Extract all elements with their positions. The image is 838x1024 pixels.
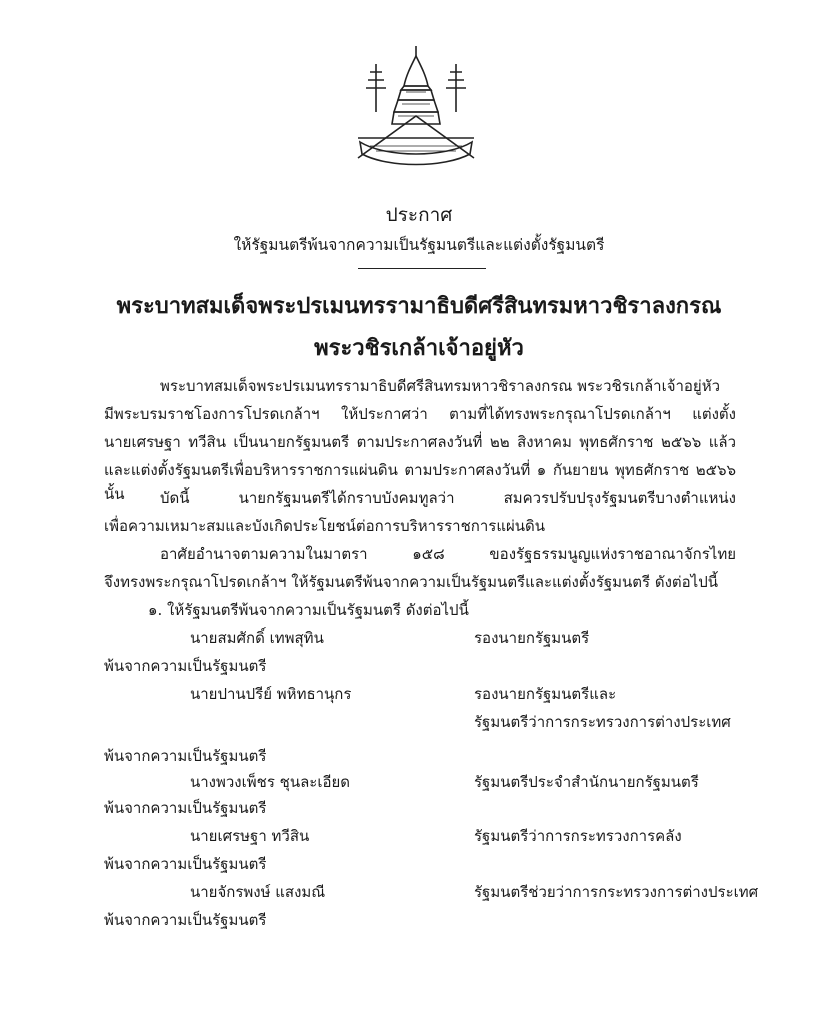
paragraph-line: มีพระบรมราชโองการโปรดเกล้าฯ ให้ประกาศว่า ตามที่ได้ทรงพระกรุณาโปรดเกล้าฯ แต่งตั้ง xyxy=(104,405,736,423)
paragraph-line: บัดนี้ นายกรัฐมนตรีได้กราบบังคมทูลว่า สมควรปรับปรุงรัฐมนตรีบางตำแหน่ง xyxy=(160,489,736,507)
minister-position: รัฐมนตรีประจำสำนักนายกรัฐมนตรี xyxy=(474,773,699,791)
minister-position: รัฐมนตรีช่วยว่าการกระทรวงการต่างประเทศ xyxy=(474,883,759,901)
removed-label: พ้นจากความเป็นรัฐมนตรี xyxy=(104,911,267,929)
removed-label: พ้นจากความเป็นรัฐมนตรี xyxy=(104,799,267,817)
removed-label: พ้นจากความเป็นรัฐมนตรี xyxy=(104,747,267,765)
king-title-line-1: พระบาทสมเด็จพระปรเมนทรรามาธิบดีศรีสินทรมหาวชิราลงกรณ xyxy=(116,293,722,319)
minister-position: รองนายกรัฐมนตรีและ xyxy=(474,685,617,703)
royal-seal-emblem-icon xyxy=(346,42,486,172)
king-title-line-2: พระวชิรเกล้าเจ้าอยู่หัว xyxy=(314,335,524,361)
paragraph-line: พระบาทสมเด็จพระปรเมนทรรามาธิบดีศรีสินทรมหาวชิราลงกรณ พระวชิรเกล้าเจ้าอยู่หัว xyxy=(160,377,721,395)
removed-label: พ้นจากความเป็นรัฐมนตรี xyxy=(104,855,267,873)
minister-name: นายปานปรีย์ พหิทธานุกร xyxy=(190,685,352,703)
minister-position: รองนายกรัฐมนตรี xyxy=(474,629,590,647)
minister-position-line-2: รัฐมนตรีว่าการกระทรวงการต่างประเทศ xyxy=(474,713,731,731)
paragraph-line: จึงทรงพระกรุณาโปรดเกล้าฯ ให้รัฐมนตรีพ้นจากความเป็นรัฐมนตรีและแต่งตั้งรัฐมนตรี ดังต่อไปนี้ xyxy=(104,573,719,591)
removed-label: พ้นจากความเป็นรัฐมนตรี xyxy=(104,657,267,675)
minister-name: นางพวงเพ็ชร ชุนละเอียด xyxy=(190,773,351,791)
paragraph-line: และแต่งตั้งรัฐมนตรีเพื่อบริหารราชการแผ่นดิน ตามประกาศลงวันที่ ๑ กันยายน พุทธศักราช ๒๕๖๖ นั้น xyxy=(104,461,736,503)
paragraph-line: เพื่อความเหมาะสมและบังเกิดประโยชน์ต่อการบริหารราชการแผ่นดิน xyxy=(104,517,546,535)
item-heading: ๑. ให้รัฐมนตรีพ้นจากความเป็นรัฐมนตรี ดังต่อไปนี้ xyxy=(148,601,469,619)
announcement-subject: ให้รัฐมนตรีพ้นจากความเป็นรัฐมนตรีและแต่งตั้งรัฐมนตรี xyxy=(233,236,605,254)
paragraph-line: นายเศรษฐา ทวีสิน เป็นนายกรัฐมนตรี ตามประกาศลงวันที่ ๒๒ สิงหาคม พุทธศักราช ๒๕๖๖ แล้ว xyxy=(104,433,736,451)
document-type: ประกาศ xyxy=(385,204,453,226)
divider xyxy=(358,268,486,269)
paragraph-line: อาศัยอำนาจตามความในมาตรา ๑๕๘ ของรัฐธรรมนูญแห่งราชอาณาจักรไทย xyxy=(160,545,736,563)
minister-position: รัฐมนตรีว่าการกระทรวงการคลัง xyxy=(474,827,682,845)
minister-name: นายสมศักดิ์ เทพสุทิน xyxy=(190,629,324,647)
minister-name: นายเศรษฐา ทวีสิน xyxy=(190,827,310,845)
minister-name: นายจักรพงษ์ แสงมณี xyxy=(190,883,326,901)
